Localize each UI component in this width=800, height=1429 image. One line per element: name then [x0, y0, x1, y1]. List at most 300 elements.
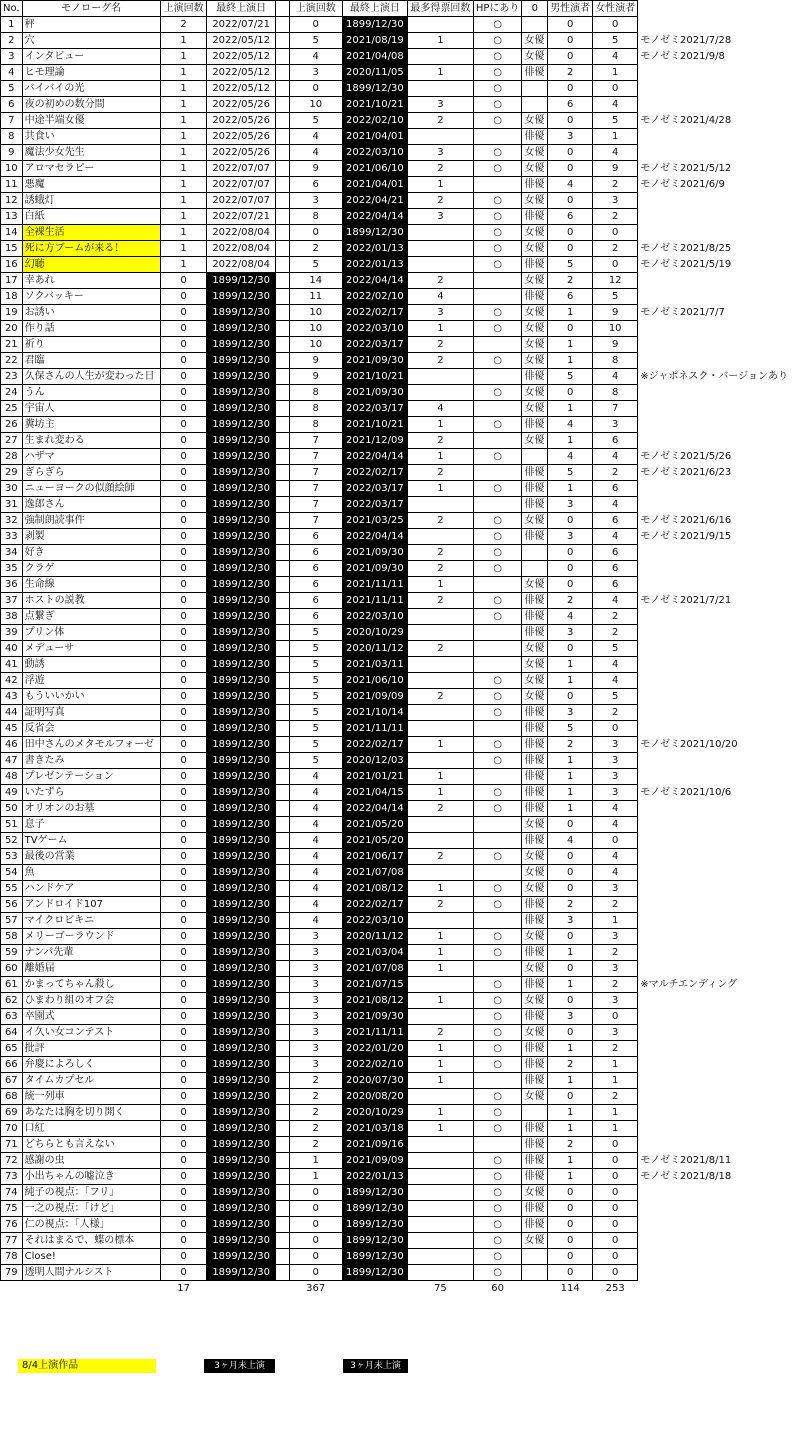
row-role: 俳優 [522, 417, 548, 433]
row-count-total: 7 [289, 481, 342, 497]
row-count: 0 [160, 497, 207, 513]
row-role: 女優 [522, 161, 548, 177]
row-title: それはまるで、蝶の標本 [22, 1233, 160, 1249]
row-note [638, 417, 800, 433]
row-last-date-total: 2021/08/12 [342, 993, 407, 1009]
row-last-date: 2022/07/07 [207, 177, 276, 193]
row-last-date: 1899/12/30 [207, 977, 276, 993]
row-role: 俳優 [522, 257, 548, 273]
row-last-date: 1899/12/30 [207, 769, 276, 785]
row-count: 0 [160, 801, 207, 817]
row-count-total: 3 [289, 1025, 342, 1041]
row-note [638, 1089, 800, 1105]
row-note [638, 929, 800, 945]
row-spacer [275, 625, 289, 641]
row-count-total: 5 [289, 673, 342, 689]
table-row [1, 1249, 800, 1265]
row-count: 0 [160, 513, 207, 529]
row-top-votes [408, 913, 474, 929]
row-no: 31 [1, 497, 23, 513]
row-spacer [275, 1105, 289, 1121]
row-count-total: 10 [289, 305, 342, 321]
row-count: 0 [160, 641, 207, 657]
table-row [1, 865, 800, 881]
row-count-total: 5 [289, 737, 342, 753]
row-title: メリーゴーラウンド [22, 929, 160, 945]
row-last-date-total: 2022/02/10 [342, 113, 407, 129]
row-title: 誘蛾灯 [22, 193, 160, 209]
row-last-date: 1899/12/30 [207, 993, 276, 1009]
row-role [522, 97, 548, 113]
row-last-date: 1899/12/30 [207, 1009, 276, 1025]
row-last-date-total: 2022/04/21 [342, 193, 407, 209]
row-top-votes: 4 [408, 289, 474, 305]
row-female-cast: 0 [593, 81, 638, 97]
row-count-total: 3 [289, 193, 342, 209]
row-count: 0 [160, 993, 207, 1009]
row-spacer [275, 289, 289, 305]
row-on-hp: ○ [473, 849, 522, 865]
row-title: Close! [22, 1249, 160, 1265]
row-male-cast: 0 [548, 225, 593, 241]
table-row [1, 177, 800, 193]
row-female-cast: 0 [593, 1201, 638, 1217]
row-role: 女優 [522, 273, 548, 289]
row-no: 2 [1, 33, 23, 49]
row-male-cast: 0 [548, 1233, 593, 1249]
row-male-cast: 0 [548, 81, 593, 97]
legend-black-label-1: 3ヶ月未上演 [214, 1361, 265, 1371]
row-count-total: 4 [289, 769, 342, 785]
row-last-date-total: 2021/09/09 [342, 689, 407, 705]
row-spacer [275, 913, 289, 929]
row-spacer [275, 161, 289, 177]
table-row [1, 369, 800, 385]
row-title: マイクロビキニ [22, 913, 160, 929]
row-spacer [275, 929, 289, 945]
row-count-total: 0 [289, 1265, 342, 1281]
row-role: 俳優 [522, 481, 548, 497]
table-row [1, 513, 800, 529]
row-no: 28 [1, 449, 23, 465]
row-last-date: 1899/12/30 [207, 897, 276, 913]
row-top-votes: 1 [408, 881, 474, 897]
table-row [1, 161, 800, 177]
row-spacer [275, 545, 289, 561]
row-male-cast: 5 [548, 721, 593, 737]
row-top-votes: 1 [408, 321, 474, 337]
row-female-cast: 6 [593, 545, 638, 561]
row-no: 60 [1, 961, 23, 977]
row-count-total: 3 [289, 945, 342, 961]
row-role: 俳優 [522, 177, 548, 193]
row-female-cast: 3 [593, 193, 638, 209]
row-no: 74 [1, 1185, 23, 1201]
row-note [638, 481, 800, 497]
row-count: 0 [160, 593, 207, 609]
row-no: 29 [1, 465, 23, 481]
row-female-cast: 8 [593, 385, 638, 401]
table-row [1, 145, 800, 161]
table-row [1, 593, 800, 609]
table-row [1, 1233, 800, 1249]
row-last-date: 2022/05/12 [207, 49, 276, 65]
row-top-votes [408, 1217, 474, 1233]
row-count-total: 3 [289, 977, 342, 993]
row-spacer [275, 849, 289, 865]
header-on-hp: HPにあり [473, 1, 522, 17]
row-no: 22 [1, 353, 23, 369]
row-count: 0 [160, 1121, 207, 1137]
row-no: 52 [1, 833, 23, 849]
row-role: 俳優 [522, 801, 548, 817]
row-spacer [275, 961, 289, 977]
row-no: 7 [1, 113, 23, 129]
row-role: 女優 [522, 929, 548, 945]
row-top-votes: 2 [408, 689, 474, 705]
row-title: 逸郎さん [22, 497, 160, 513]
table-row [1, 897, 800, 913]
row-title: 剥製 [22, 529, 160, 545]
row-role [522, 545, 548, 561]
table-row [1, 433, 800, 449]
row-role: 女優 [522, 49, 548, 65]
row-last-date: 1899/12/30 [207, 305, 276, 321]
row-role: 女優 [522, 641, 548, 657]
row-female-cast: 5 [593, 33, 638, 49]
table-row [1, 337, 800, 353]
row-on-hp [473, 1137, 522, 1153]
row-female-cast: 0 [593, 257, 638, 273]
row-male-cast: 0 [548, 1025, 593, 1041]
row-title: 小出ちゃんの嘘泣き [22, 1169, 160, 1185]
row-count: 0 [160, 977, 207, 993]
row-count: 1 [160, 81, 207, 97]
row-no: 68 [1, 1089, 23, 1105]
row-spacer [275, 337, 289, 353]
total-row-role [522, 1281, 548, 1297]
row-title: メデューサ [22, 641, 160, 657]
row-on-hp: ○ [473, 737, 522, 753]
row-last-date-total: 1899/12/30 [342, 1185, 407, 1201]
row-female-cast: 0 [593, 17, 638, 33]
row-note: モノゼミ2021/6/23 [640, 467, 732, 478]
row-note: モノゼミ2021/10/6 [640, 787, 732, 798]
table-row [1, 1025, 800, 1041]
row-female-cast: 3 [593, 753, 638, 769]
row-note [638, 1105, 800, 1121]
row-no: 54 [1, 865, 23, 881]
row-count-total: 10 [289, 97, 342, 113]
row-role: 俳優 [522, 209, 548, 225]
row-role: 俳優 [522, 897, 548, 913]
row-role: 女優 [522, 193, 548, 209]
row-spacer [275, 193, 289, 209]
row-on-hp: ○ [473, 1153, 522, 1169]
row-count-total: 14 [289, 273, 342, 289]
row-role: 俳優 [522, 1121, 548, 1137]
row-last-date: 2022/05/26 [207, 97, 276, 113]
row-count: 0 [160, 401, 207, 417]
row-no: 35 [1, 561, 23, 577]
row-role: 俳優 [522, 785, 548, 801]
row-on-hp: ○ [473, 929, 522, 945]
row-count-total: 0 [289, 17, 342, 33]
row-count-total: 5 [289, 33, 342, 49]
row-last-date: 1899/12/30 [207, 1137, 276, 1153]
row-count: 0 [160, 577, 207, 593]
total-row-count: 17 [177, 1283, 190, 1295]
row-count-total: 9 [289, 161, 342, 177]
row-last-date-total: 2021/12/09 [342, 433, 407, 449]
row-note [638, 1009, 800, 1025]
row-female-cast: 0 [593, 1009, 638, 1025]
row-male-cast: 0 [548, 865, 593, 881]
row-count: 0 [160, 913, 207, 929]
row-male-cast: 1 [548, 753, 593, 769]
row-male-cast: 0 [548, 929, 593, 945]
row-last-date: 1899/12/30 [207, 1169, 276, 1185]
row-male-cast: 4 [548, 417, 593, 433]
row-last-date: 1899/12/30 [207, 513, 276, 529]
row-no: 44 [1, 705, 23, 721]
row-spacer [275, 417, 289, 433]
row-last-date: 1899/12/30 [207, 1217, 276, 1233]
row-last-date: 1899/12/30 [207, 913, 276, 929]
row-male-cast: 4 [548, 449, 593, 465]
row-note [638, 1073, 800, 1089]
row-title: タイムカプセル [22, 1073, 160, 1089]
row-role: 女優 [522, 1025, 548, 1041]
row-female-cast: 4 [593, 449, 638, 465]
row-top-votes [408, 497, 474, 513]
row-last-date-total: 2021/03/04 [342, 945, 407, 961]
row-no: 42 [1, 673, 23, 689]
row-top-votes [408, 625, 474, 641]
row-last-date-total: 2022/04/14 [342, 273, 407, 289]
row-male-cast: 0 [548, 545, 593, 561]
row-no: 16 [1, 257, 23, 273]
row-male-cast: 1 [548, 801, 593, 817]
row-note: モノゼミ2021/9/15 [640, 531, 732, 542]
row-note: モノゼミ2021/6/16 [640, 515, 732, 526]
row-last-date-total: 2021/08/19 [342, 33, 407, 49]
row-title: インタビュー [22, 49, 160, 65]
row-role [522, 449, 548, 465]
row-no: 46 [1, 737, 23, 753]
header-count: 上演回数 [160, 1, 207, 17]
row-top-votes: 1 [408, 1073, 474, 1089]
row-last-date-total: 2021/03/18 [342, 1121, 407, 1137]
row-last-date: 1899/12/30 [207, 561, 276, 577]
row-last-date-total: 1899/12/30 [342, 1265, 407, 1281]
total-row-on-hp: 60 [491, 1283, 504, 1295]
row-no: 26 [1, 417, 23, 433]
row-count: 0 [160, 1025, 207, 1041]
row-spacer [275, 673, 289, 689]
row-count: 0 [160, 929, 207, 945]
table-row [1, 641, 800, 657]
row-count-total: 4 [289, 817, 342, 833]
legend-black-label-2: 3ヶ月未上演 [350, 1361, 401, 1371]
row-no: 39 [1, 625, 23, 641]
row-last-date-total: 2022/02/10 [342, 289, 407, 305]
row-no: 27 [1, 433, 23, 449]
row-role: 女優 [522, 849, 548, 865]
row-title: 好き [22, 545, 160, 561]
row-on-hp [473, 497, 522, 513]
table-row [1, 305, 800, 321]
row-count-total: 0 [289, 81, 342, 97]
row-count-total: 3 [289, 961, 342, 977]
row-title: 証明写真 [22, 705, 160, 721]
row-count: 2 [160, 17, 207, 33]
row-male-cast: 6 [548, 209, 593, 225]
row-on-hp [473, 401, 522, 417]
row-count-total: 0 [289, 1201, 342, 1217]
row-count-total: 4 [289, 145, 342, 161]
row-on-hp: ○ [473, 81, 522, 97]
row-no: 71 [1, 1137, 23, 1153]
row-title: クラゲ [22, 561, 160, 577]
row-male-cast: 1 [548, 1041, 593, 1057]
row-spacer [275, 225, 289, 241]
row-count: 1 [160, 193, 207, 209]
row-spacer [275, 241, 289, 257]
row-count: 0 [160, 1009, 207, 1025]
row-last-date: 1899/12/30 [207, 1073, 276, 1089]
row-male-cast: 0 [548, 161, 593, 177]
table-row [1, 545, 800, 561]
row-male-cast: 0 [548, 881, 593, 897]
row-last-date: 1899/12/30 [207, 609, 276, 625]
row-male-cast: 1 [548, 433, 593, 449]
row-spacer [275, 369, 289, 385]
row-role: 女優 [522, 1185, 548, 1201]
row-female-cast: 4 [593, 865, 638, 881]
row-on-hp: ○ [473, 897, 522, 913]
row-on-hp: ○ [473, 1169, 522, 1185]
row-last-date: 2022/08/04 [207, 257, 276, 273]
row-no: 51 [1, 817, 23, 833]
row-role: 俳優 [522, 1057, 548, 1073]
row-last-date-total: 2021/01/21 [342, 769, 407, 785]
row-spacer [275, 465, 289, 481]
table-row [1, 913, 800, 929]
row-female-cast: 2 [593, 897, 638, 913]
row-spacer [275, 1249, 289, 1265]
row-note [638, 705, 800, 721]
row-spacer [275, 129, 289, 145]
row-top-votes: 1 [408, 993, 474, 1009]
row-count: 1 [160, 225, 207, 241]
row-count-total: 8 [289, 401, 342, 417]
row-note [638, 81, 800, 97]
row-note [638, 897, 800, 913]
row-no: 55 [1, 881, 23, 897]
row-no: 9 [1, 145, 23, 161]
row-male-cast: 0 [548, 849, 593, 865]
row-count-total: 5 [289, 705, 342, 721]
table-row [1, 721, 800, 737]
row-top-votes [408, 385, 474, 401]
row-no: 67 [1, 1073, 23, 1089]
row-last-date: 1899/12/30 [207, 321, 276, 337]
row-role: 女優 [522, 385, 548, 401]
row-spacer [275, 1153, 289, 1169]
row-last-date-total: 2021/10/21 [342, 97, 407, 113]
row-role: 女優 [522, 145, 548, 161]
row-last-date: 1899/12/30 [207, 1153, 276, 1169]
row-male-cast: 0 [548, 561, 593, 577]
row-top-votes: 1 [408, 769, 474, 785]
row-last-date: 1899/12/30 [207, 497, 276, 513]
row-title: 魔法少女先生 [22, 145, 160, 161]
row-count-total: 2 [289, 1073, 342, 1089]
row-title: アロマセラピー [22, 161, 160, 177]
row-spacer [275, 1169, 289, 1185]
row-last-date: 2022/05/12 [207, 33, 276, 49]
row-title: 動誘 [22, 657, 160, 673]
table-row [1, 1041, 800, 1057]
row-male-cast: 2 [548, 273, 593, 289]
row-count: 0 [160, 1105, 207, 1121]
row-male-cast: 0 [548, 577, 593, 593]
row-count: 0 [160, 305, 207, 321]
row-on-hp: ○ [473, 353, 522, 369]
row-role: 女優 [522, 225, 548, 241]
row-female-cast: 1 [593, 1105, 638, 1121]
row-role [522, 81, 548, 97]
row-title: 感謝の虫 [22, 1153, 160, 1169]
row-female-cast: 6 [593, 577, 638, 593]
row-on-hp: ○ [473, 1201, 522, 1217]
row-female-cast: 2 [593, 977, 638, 993]
table-row [1, 977, 800, 993]
table-row [1, 737, 800, 753]
row-count: 0 [160, 849, 207, 865]
row-title: 久保さんの人生が変わった日 [22, 369, 160, 385]
total-row-count-total: 367 [306, 1283, 326, 1295]
row-last-date-total: 2022/01/13 [342, 1169, 407, 1185]
row-last-date-total: 2021/10/14 [342, 705, 407, 721]
row-no: 48 [1, 769, 23, 785]
row-title: 共食い [22, 129, 160, 145]
row-role: 俳優 [522, 1201, 548, 1217]
row-male-cast: 1 [548, 977, 593, 993]
row-on-hp: ○ [473, 801, 522, 817]
row-female-cast: 6 [593, 561, 638, 577]
row-female-cast: 3 [593, 881, 638, 897]
row-male-cast: 1 [548, 673, 593, 689]
row-on-hp [473, 129, 522, 145]
row-note [638, 849, 800, 865]
row-on-hp [473, 337, 522, 353]
row-top-votes: 2 [408, 465, 474, 481]
row-on-hp: ○ [473, 17, 522, 33]
row-no: 10 [1, 161, 23, 177]
row-count-total: 0 [289, 1249, 342, 1265]
row-on-hp: ○ [473, 161, 522, 177]
row-title: 浮遊 [22, 673, 160, 689]
row-female-cast: 4 [593, 97, 638, 113]
header-note [638, 1, 800, 17]
table-row [1, 1073, 800, 1089]
row-on-hp: ○ [473, 561, 522, 577]
row-count-total: 0 [289, 225, 342, 241]
row-on-hp: ○ [473, 1057, 522, 1073]
row-top-votes [408, 129, 474, 145]
